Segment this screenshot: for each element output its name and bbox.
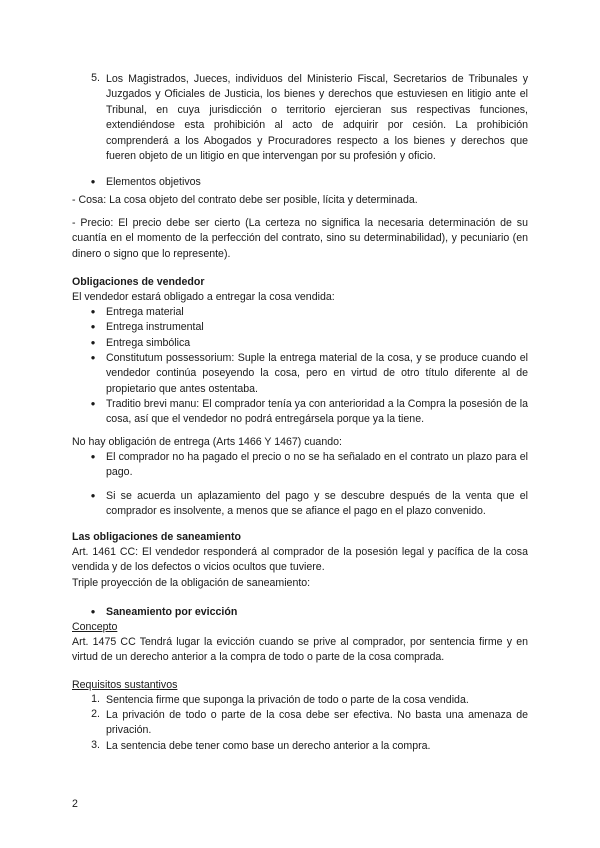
paragraph-intro: El vendedor estará obligado a entregar la cosa vendida: (72, 291, 335, 303)
numbered-item: Los Magistrados, Jueces, individuos del Ministerio Fiscal, Secretarios de Tribunales y Juzgados y Oficiales de Justicia, los bienes y derechos que estuviesen en litigio ante el Tribunal, en cuya jurisdicción o territorio ejercieran sus respectivas funciones, extendiéndose esta prohibición al acto de adquirir por cesión. La prohibición comprenderá a los Abogados y Procuradores respecto a los bienes y derechos que fueren objeto de un litigio en que intervengan por su profesión y oficio. (106, 73, 528, 163)
subsection-label: Concepto (72, 621, 118, 633)
list-item: Constitutum possessorium: Suple la entrega material de la cosa, y se produce cuando el vendedor continúa poseyendo la cosa, pero en virtud de otro título diferente al de propietario que antes ostentaba. (106, 352, 528, 395)
paragraph-article: Art. 1461 CC: El vendedor responderá al comprador de la posesión legal y pacífica de la cosa vendida y de los defectos o vicios ocultos que tuviere. (72, 546, 528, 574)
bullet-label: Elementos objetivos (106, 176, 201, 188)
paragraph-precio: - Precio: El precio debe ser cierto (La certeza no significa la necesaria determinación de su cuantía en el momento de la perfección del contrato, sino su determinabilidad), y pecuniario (en dinero o signo que lo represente). (72, 217, 528, 260)
list-item: Entrega material (106, 306, 184, 318)
list-number: 3. (91, 739, 100, 751)
bullet-icon: ● (90, 353, 96, 362)
paragraph-intro: No hay obligación de entrega (Arts 1466 Y 1467) cuando: (72, 436, 342, 448)
bullet-icon: ● (90, 452, 96, 461)
bullet-icon: ● (90, 491, 96, 500)
subsection-label: Requisitos sustantivos (72, 679, 178, 691)
numbered-item: Sentencia firme que suponga la privación de todo o parte de la cosa vendida. (106, 694, 469, 706)
page-number: 2 (72, 798, 78, 810)
list-item: El comprador no ha pagado el precio o no se ha señalado en el contrato un plazo para el pago. (106, 451, 528, 479)
numbered-item: La sentencia debe tener como base un derecho anterior a la compra. (106, 740, 431, 752)
list-number: 1. (91, 693, 100, 705)
bullet-icon: ● (90, 307, 96, 316)
numbered-item: La privación de todo o parte de la cosa debe ser efectiva. No basta una amenaza de privación. (106, 709, 528, 737)
bullet-icon: ● (90, 607, 96, 616)
list-item: Entrega instrumental (106, 321, 204, 333)
list-item: Entrega simbólica (106, 337, 191, 349)
section-heading: Obligaciones de vendedor (72, 276, 205, 288)
bullet-icon: ● (90, 322, 96, 331)
list-number: 5. (91, 72, 100, 84)
bullet-icon: ● (90, 177, 96, 186)
section-heading: Las obligaciones de saneamiento (72, 531, 241, 543)
bullet-icon: ● (90, 399, 96, 408)
list-item: Si se acuerda un aplazamiento del pago y se descubre después de la venta que el comprador es insolvente, a menos que se afiance el pago en el plazo convenido. (106, 490, 528, 518)
list-number: 2. (91, 708, 100, 720)
list-item: Traditio brevi manu: El comprador tenía ya con anterioridad a la Compra la posesión de la cosa, así que el vendedor no podrá entregársela porque ya la tiene. (106, 398, 528, 426)
paragraph-article: Art. 1475 CC Tendrá lugar la evicción cuando se prive al comprador, por sentencia firme y en virtud de un derecho anterior a la compra de todo o parte de la cosa comprada. (72, 636, 528, 664)
bullet-icon: ● (90, 338, 96, 347)
paragraph-text: Triple proyección de la obligación de saneamiento: (72, 577, 311, 589)
subsection-heading: Saneamiento por evicción (106, 606, 238, 618)
paragraph-cosa: - Cosa: La cosa objeto del contrato debe ser posible, lícita y determinada. (72, 194, 418, 206)
